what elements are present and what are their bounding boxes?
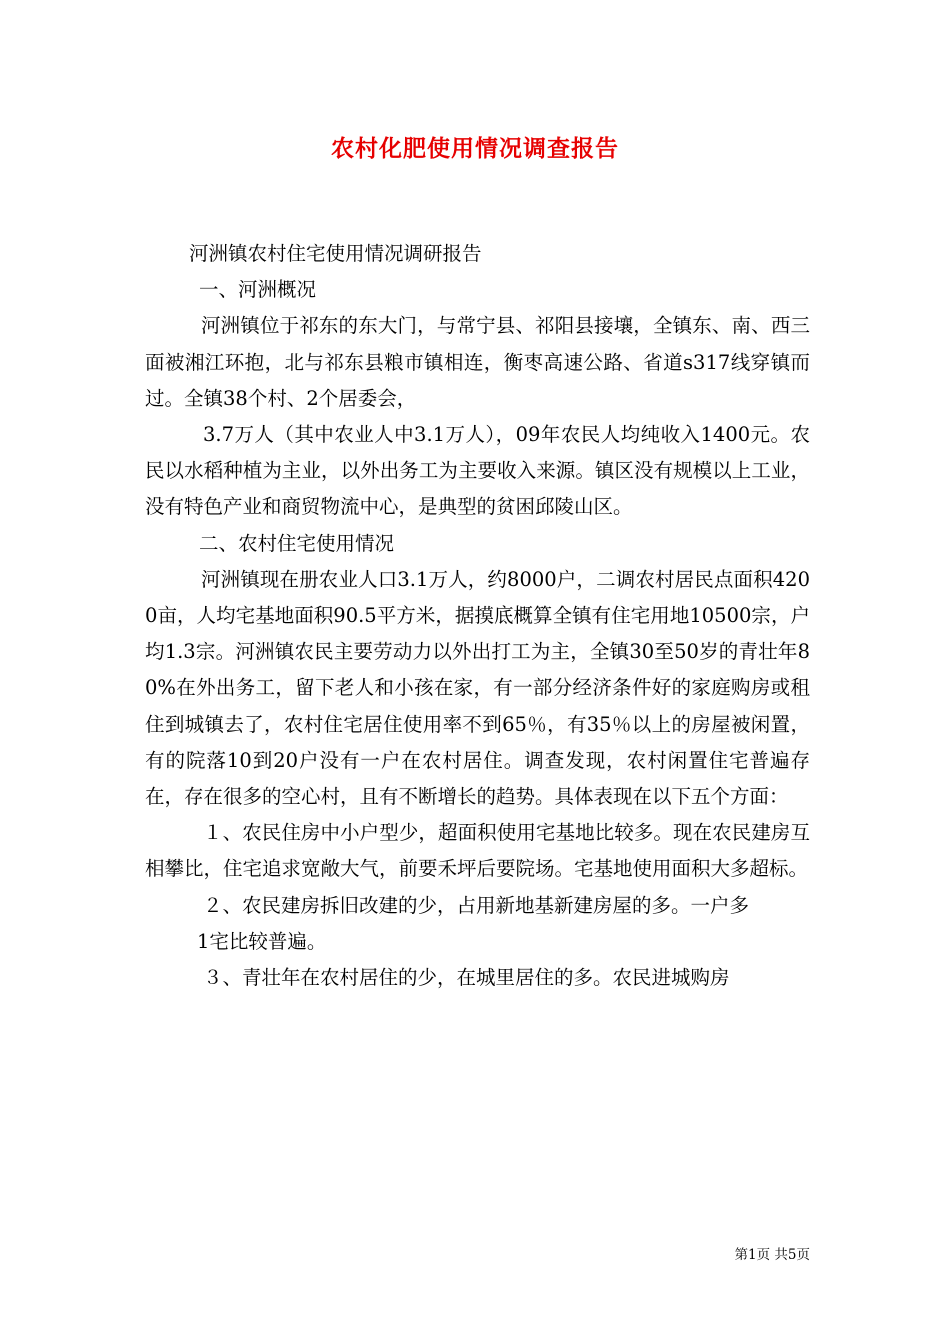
- section-heading-overview: 一、河洲概况: [199, 278, 317, 302]
- list-item-2: ２、农民建房拆旧改建的少，占用新地基新建房屋的多。一户多: [203, 893, 750, 917]
- list-item-1: １、农民住房中小户型少，超面积使用宅基地比较多。现在农民建房互相攀比，住宅追求宽敞大气，前要禾坪后要院场。宅基地使用面积大多超标。: [145, 821, 810, 881]
- document-subtitle: 河洲镇农村住宅使用情况调研报告: [189, 242, 482, 265]
- document-body: [145, 236, 810, 996]
- page-number: 第1页 共5页: [734, 1247, 810, 1263]
- document-title: 农村化肥使用情况调查报告: [331, 135, 619, 162]
- section-heading-housing: 二、农村住宅使用情况: [199, 531, 395, 555]
- paragraph-overview-2: 3.7万人（其中农业人中3.1万人），09年农民人均纯收入1400元。农民以水稻种植为主业，以外出务工为主要收入来源。镇区没有规模以上工业，没有特色产业和商贸物流中心，是典型的贫困邱陵山区。: [145, 423, 810, 519]
- list-item-2-continued: 1宅比较普遍。: [197, 929, 327, 953]
- list-item-3: ３、青壮年在农村居住的少，在城里居住的多。农民进城购房: [203, 966, 730, 990]
- paragraph-housing-1: 河洲镇现在册农业人口3.1万人，约8000户，二调农村居民点面积4200亩，人均宅基地面积90.5平方米，据摸底概算全镇有住宅用地10500宗，户均1.3宗。河洲镇农民主要劳动力以外出打工为主，全镇30至50岁的青壮年80%在外出务工，留下老人和小孩在家，有一部分经济条件好的家庭购房或租住到城镇去了，农村住宅居住使用率不到65％，有35％以上的房屋被闲置，有的院落10到20户没有一户在农村居住。调查发现，农村闲置住宅普遍存在，存在很多的空心村，且有不断增长的趋势。具体表现在以下五个方面：: [145, 567, 810, 809]
- paragraph-overview-1: 河洲镇位于祁东的东大门，与常宁县、祁阳县接壤，全镇东、南、西三面被湘江环抱，北与祁东县粮市镇相连，衡枣高速公路、省道s317线穿镇而过。全镇38个村、2个居委会，: [145, 314, 810, 410]
